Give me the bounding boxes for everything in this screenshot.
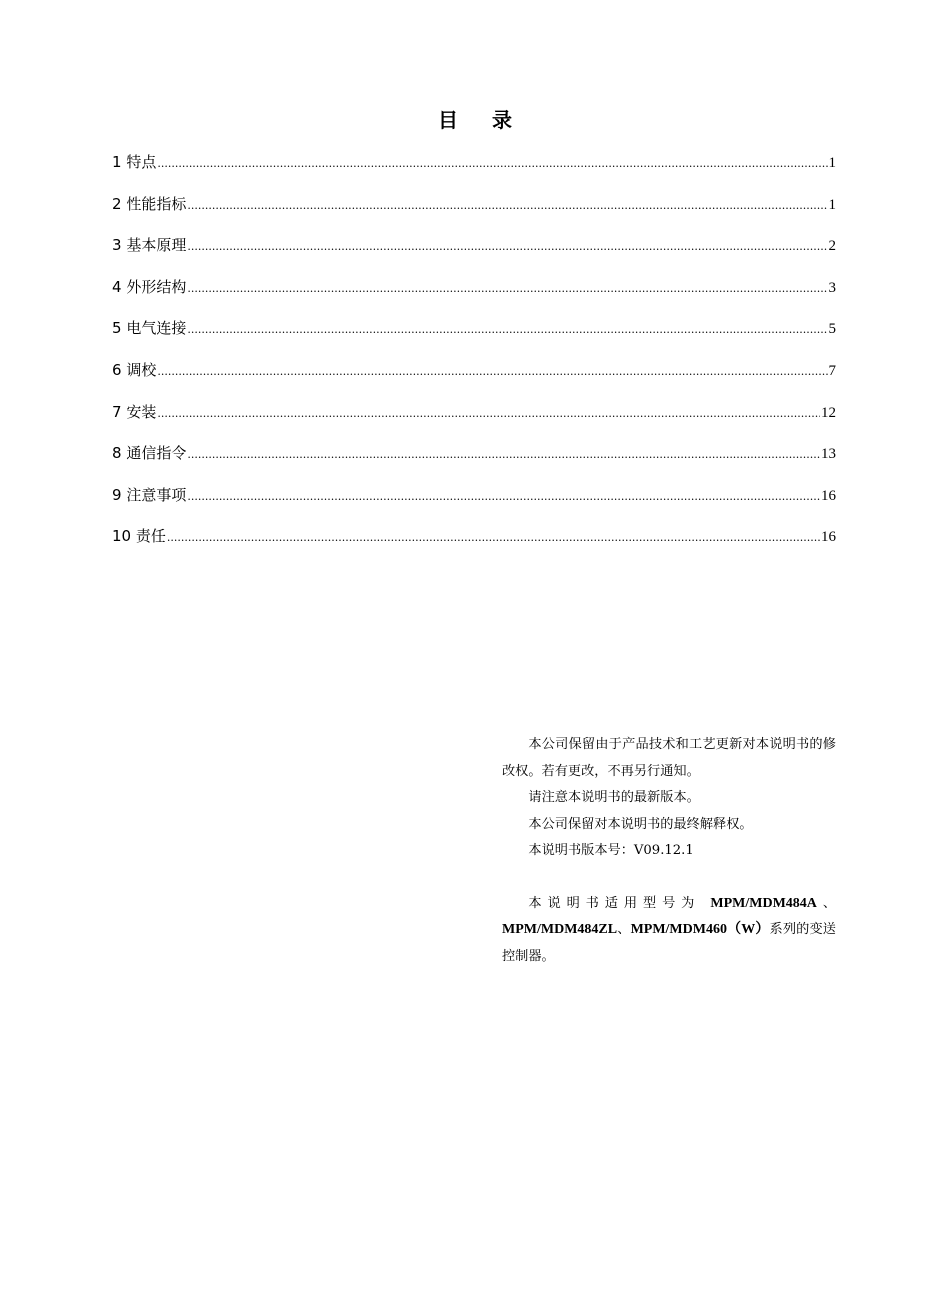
toc-entry-features[interactable]: [112, 148, 836, 190]
toc-entry-label: 安装: [126, 402, 157, 421]
toc-entry-liability[interactable]: [112, 522, 836, 564]
model-460w: MPM/MDM460（W）: [630, 922, 770, 937]
notice-applicable-models: [502, 891, 836, 971]
toc-title: [0, 106, 950, 134]
toc-entry-number: 3: [112, 236, 122, 255]
toc-entry-label: 基本原理: [126, 236, 187, 255]
model-484a: MPM/MDM484A: [710, 895, 817, 911]
toc-entry-page: 1: [828, 155, 836, 171]
notice-latest-version: 请注意本说明书的最新版本。: [528, 790, 700, 805]
applies-prefix: 本说明书适用型号为: [528, 895, 701, 911]
toc-dot-leader: [187, 483, 820, 511]
toc-entry-number: 9: [112, 485, 122, 504]
toc-entry-page: 3: [828, 279, 836, 296]
toc-entry-label: 性能指标: [126, 194, 187, 213]
table-of-contents: [112, 148, 836, 564]
toc-dot-leader: [187, 441, 820, 469]
toc-entry-page: 1: [828, 196, 836, 213]
toc-entry-installation[interactable]: [112, 398, 836, 440]
toc-entry-number: 2: [112, 194, 122, 213]
toc-dot-leader: [157, 150, 827, 178]
applies-suffix: 系列的变送控制器。: [502, 922, 836, 964]
toc-dot-leader: [187, 192, 827, 220]
notice-interpretation: 本公司保留对本说明书的最终解释权。: [528, 816, 753, 832]
toc-entry-number: 6: [112, 360, 122, 379]
toc-entry-number: 7: [112, 402, 122, 421]
toc-entry-number: 10: [112, 527, 132, 546]
toc-entry-page: 2: [828, 238, 836, 255]
notice-spacer: [502, 865, 836, 891]
toc-entry-performance[interactable]: [112, 190, 836, 232]
model-separator: 、: [816, 895, 837, 911]
toc-entry-label: 调校: [126, 360, 157, 379]
toc-dot-leader: [157, 400, 820, 428]
toc-entry-principle[interactable]: [112, 231, 836, 273]
model-484zl: MPM/MDM484ZL: [502, 922, 618, 937]
notice-version-number: 本说明书版本号：V09.12.1: [528, 843, 694, 858]
toc-entry-page: 13: [821, 446, 836, 463]
toc-entry-page: 5: [828, 321, 836, 338]
toc-entry-commands[interactable]: [112, 439, 836, 481]
toc-entry-number: 5: [112, 319, 122, 338]
toc-entry-label: 电气连接: [126, 319, 187, 338]
toc-entry-wiring[interactable]: [112, 314, 836, 356]
toc-entry-page: 12: [821, 404, 836, 421]
toc-entry-page: 16: [821, 529, 836, 546]
toc-entry-structure[interactable]: [112, 273, 836, 315]
toc-title-right: 录: [492, 108, 512, 132]
toc-dot-leader: [187, 233, 827, 261]
toc-entry-label: 注意事项: [126, 485, 187, 504]
toc-entry-cautions[interactable]: [112, 481, 836, 523]
model-separator: 、: [617, 922, 631, 937]
toc-dot-leader: [157, 358, 827, 386]
toc-entry-number: 4: [112, 277, 122, 296]
toc-dot-leader: [167, 524, 820, 552]
toc-entry-label: 通信指令: [126, 444, 187, 463]
toc-entry-label: 外形结构: [126, 277, 187, 296]
toc-entry-calibration[interactable]: [112, 356, 836, 398]
toc-dot-leader: [187, 316, 827, 344]
notice-block: [502, 732, 836, 970]
notice-rights: 本公司保留由于产品技术和工艺更新对本说明书的修改权。若有更改，不再另行通知。: [502, 737, 836, 779]
toc-entry-number: 1: [112, 153, 122, 171]
toc-dot-leader: [187, 275, 827, 303]
toc-entry-label: 责任: [135, 527, 166, 546]
toc-entry-page: 16: [821, 487, 836, 504]
toc-title-left: 目: [438, 108, 458, 132]
toc-entry-label: 特点: [126, 153, 157, 171]
toc-entry-page: 7: [828, 362, 836, 379]
toc-entry-number: 8: [112, 444, 122, 463]
